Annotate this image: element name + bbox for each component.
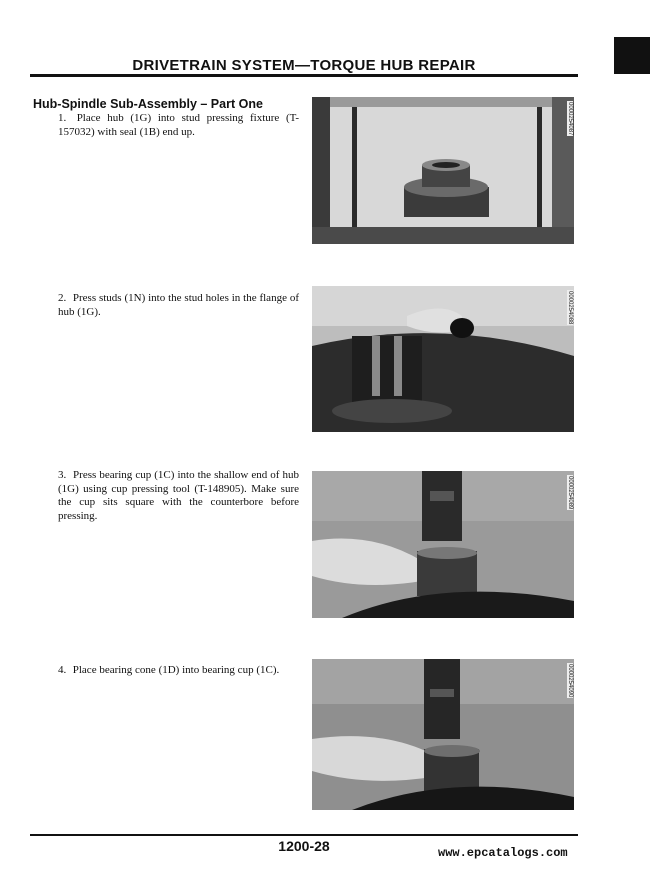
photo-pressing-studs xyxy=(312,286,574,432)
step-number: 2. xyxy=(58,292,67,304)
photo-hub-in-fixture-illustration xyxy=(312,97,574,244)
photo-placing-bearing-cone-illustration xyxy=(312,659,574,810)
header-rule xyxy=(30,74,578,77)
step-number: 4. xyxy=(58,664,67,676)
photo-pressing-bearing-cup xyxy=(312,471,574,618)
photo-pressing-studs-illustration xyxy=(312,286,574,432)
footer-rule xyxy=(30,834,578,836)
photo-placing-bearing-cone xyxy=(312,659,574,810)
photo-hub-in-fixture xyxy=(312,97,574,244)
step-text: Place hub (1G) into stud pressing fixture (T-157032) with seal (1B) end up. xyxy=(58,112,300,138)
photo-code: 0000254090 xyxy=(567,664,573,698)
page-header-title: DRIVETRAIN SYSTEM—TORQUE HUB REPAIR xyxy=(132,57,476,74)
photo-code: 0000254088 xyxy=(567,291,573,325)
photo-pressing-bearing-cup-illustration xyxy=(312,471,574,618)
watermark-url: www.epcatalogs.com xyxy=(438,846,568,860)
step-2 xyxy=(58,292,299,319)
section-tab-marker xyxy=(614,37,650,74)
step-text: Press bearing cup (1C) into the shallow end of hub (1G) using cup pressing tool (T-148905). Make sure the cup sits square with the counterbore before pressing. xyxy=(58,469,299,522)
page-number: 1200-28 xyxy=(278,838,330,854)
step-1 xyxy=(58,112,299,139)
section-heading: Hub-Spindle Sub-Assembly – Part One xyxy=(33,97,263,111)
step-4 xyxy=(58,664,299,678)
step-number: 1. xyxy=(58,112,67,124)
step-text: Place bearing cone (1D) into bearing cup (1C). xyxy=(72,664,280,676)
photo-code: 0000254089 xyxy=(567,476,573,510)
step-number: 3. xyxy=(58,469,67,481)
step-text: Press studs (1N) into the stud holes in the flange of hub (1G). xyxy=(58,292,299,318)
photo-code: 0000254087 xyxy=(567,102,573,136)
step-3 xyxy=(58,469,299,523)
